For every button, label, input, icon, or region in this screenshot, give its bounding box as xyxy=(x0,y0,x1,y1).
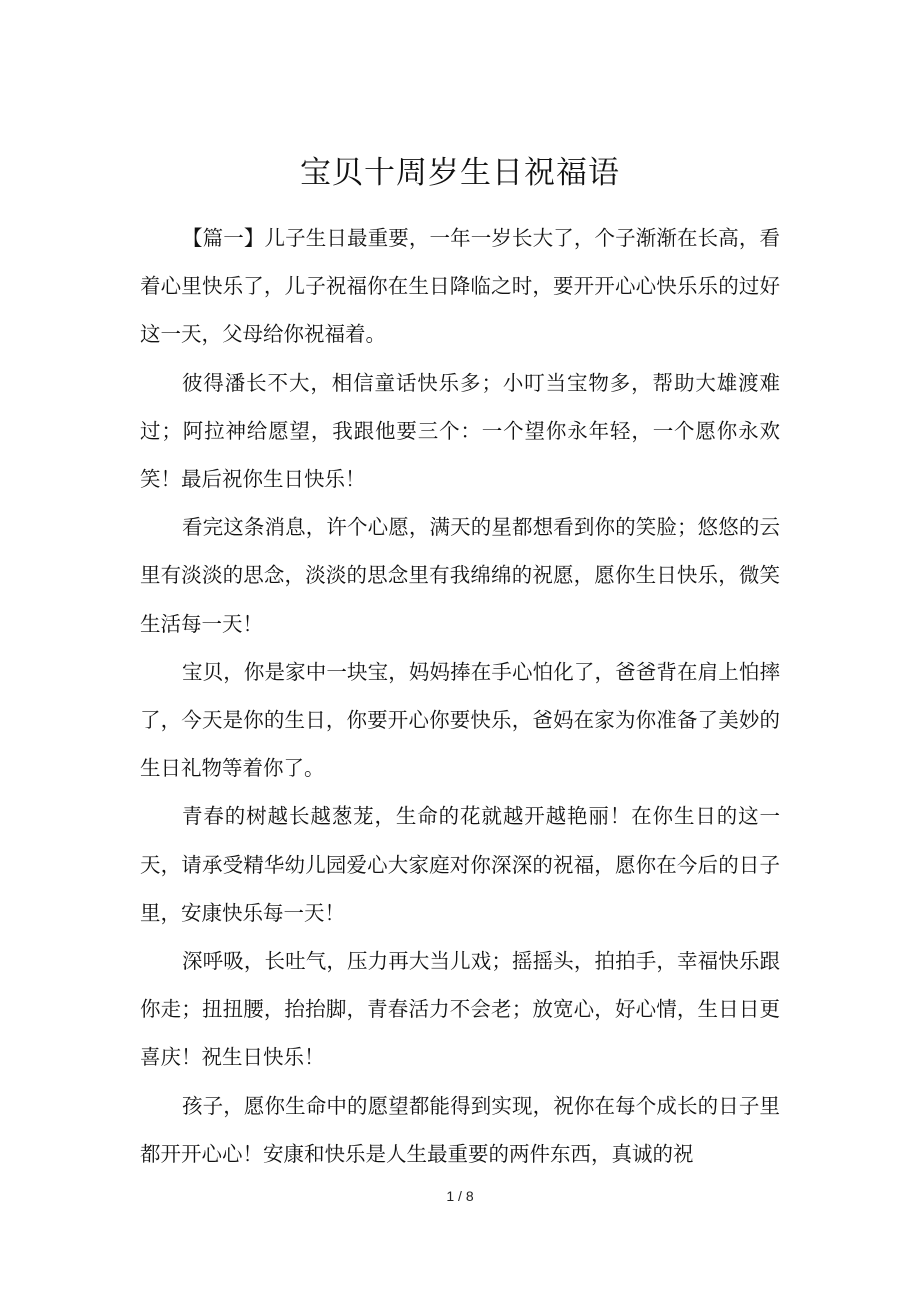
document-body xyxy=(140,214,780,1178)
paragraph-6: 深呼吸，长吐气，压力再大当儿戏；摇摇头，拍拍手，幸福快乐跟你走；扭扭腰，抬抬脚，青春活力不会老；放宽心，好心情，生日日更喜庆！祝生日快乐！ xyxy=(140,949,780,1070)
paragraph-3: 看完这条消息，许个心愿，满天的星都想看到你的笑脸；悠悠的云里有淡淡的思念，淡淡的思念里有我绵绵的祝愿，愿你生日快乐，微笑生活每一天！ xyxy=(140,515,780,636)
paragraph-4: 宝贝，你是家中一块宝，妈妈捧在手心怕化了，爸爸背在肩上怕摔了，今天是你的生日，你要开心你要快乐，爸妈在家为你准备了美妙的生日礼物等着你了。 xyxy=(140,659,780,781)
paragraph-2: 彼得潘长不大，相信童话快乐多；小叮当宝物多，帮助大雄渡难过；阿拉神给愿望，我跟他要三个：一个望你永年轻，一个愿你永欢笑！最后祝你生日快乐！ xyxy=(140,370,780,492)
paragraph-1: 【篇一】儿子生日最重要，一年一岁长大了，个子渐渐在长高，看着心里快乐了，儿子祝福你在生日降临之时，要开开心心快乐乐的过好这一天，父母给你祝福着。 xyxy=(140,226,780,347)
paragraph-7: 孩子，愿你生命中的愿望都能得到实现，祝你在每个成长的日子里都开开心心！安康和快乐是人生最重要的两件东西，真诚的祝 xyxy=(140,1093,780,1166)
paragraph-5: 青春的树越长越葱茏，生命的花就越开越艳丽！在你生日的这一天，请承受精华幼儿园爱心大家庭对你深深的祝福，愿你在今后的日子里，安康快乐每一天！ xyxy=(140,804,780,925)
document-title: 宝贝十周岁生日祝福语 xyxy=(300,155,620,191)
page-number: 1 / 8 xyxy=(446,1188,474,1204)
